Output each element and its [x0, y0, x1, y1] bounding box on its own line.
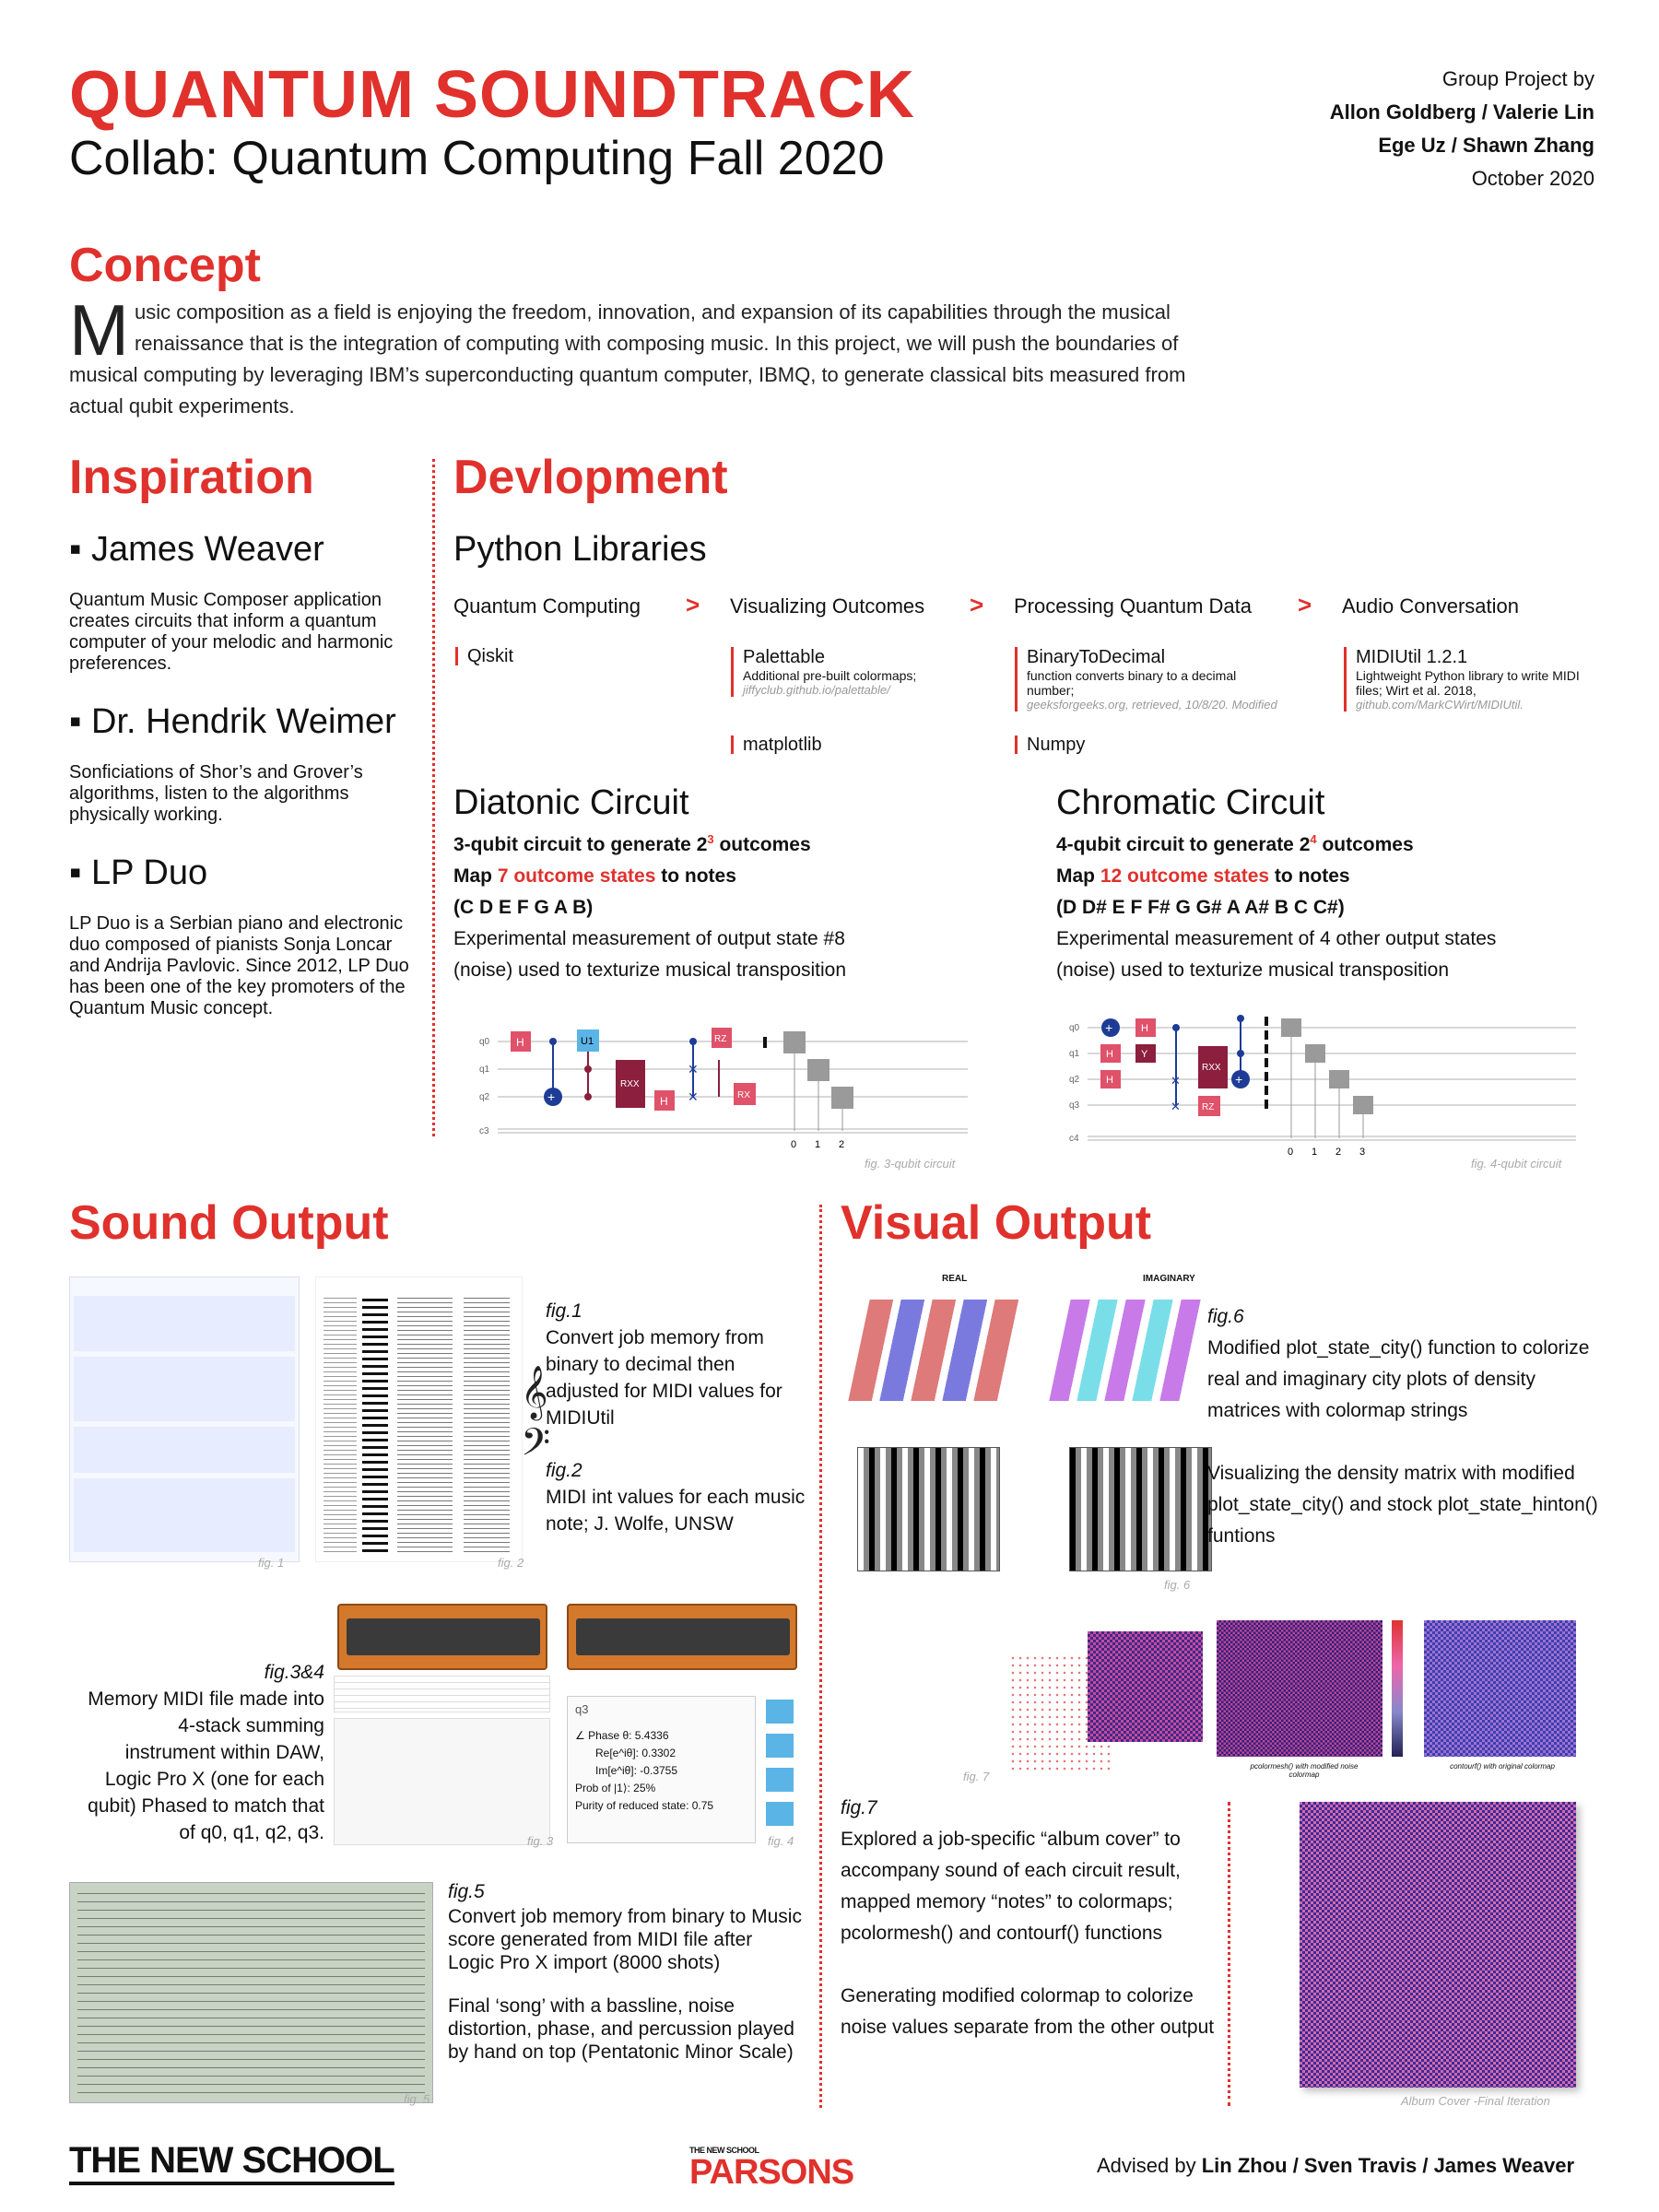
poster-title: QUANTUM SOUNDTRACK	[69, 58, 915, 132]
svg-text:+: +	[1235, 1072, 1243, 1087]
fig5-label: fig.5	[448, 1881, 485, 1902]
svg-text:c4: c4	[1069, 1134, 1079, 1144]
lib-numpy	[1015, 735, 1085, 754]
inspiration-name: ▪ Dr. Hendrik Weimer	[69, 702, 396, 741]
lib-palettable-desc: Additional pre-built colormaps;	[743, 668, 917, 683]
stage-visualizing-outcomes: Visualizing Outcomes	[730, 594, 925, 618]
svg-text:q0: q0	[479, 1037, 490, 1047]
divider-vertical-1	[432, 459, 435, 1136]
pcolormesh-caption: pcolormesh() with modified noise colormap	[1250, 1762, 1359, 1779]
fig2-caption: fig. 2	[498, 1556, 524, 1570]
fig3-caption: fig. 3	[527, 1834, 554, 1848]
q3-phase: ∠ Phase θ: 5.4336	[575, 1729, 669, 1742]
inspiration-item	[69, 530, 424, 675]
colorbar	[1392, 1620, 1403, 1757]
album-cover-caption: Album Cover -Final Iteration	[1401, 2094, 1550, 2108]
diatonic-line-5: (noise) used to texturize musical transposition	[453, 959, 847, 981]
fig3-daw-image	[334, 1604, 550, 1845]
chevron-right-icon: >	[1298, 591, 1312, 618]
lib-palettable-src: jiffyclub.github.io/palettable/	[743, 683, 890, 697]
credits-block	[1330, 63, 1594, 195]
svg-text:✕: ✕	[688, 1089, 699, 1104]
fig5-score-image	[69, 1882, 433, 2103]
parsons-logo-word: PARSONS	[689, 2153, 854, 2192]
inspiration-desc: Quantum Music Composer application creates circuits that inform a quantum computer of your melodic and harmonic preferences.	[69, 590, 394, 674]
fig7-text-2: Generating modified colormap to colorize noise values separate from the other output	[841, 1985, 1215, 2038]
svg-text:RZ: RZ	[714, 1034, 727, 1044]
svg-text:✕: ✕	[1171, 1100, 1181, 1113]
fig34-desc-block	[83, 1659, 324, 1846]
inspiration-name: ▪ James Weaver	[69, 530, 324, 569]
fig2-text: MIDI int values for each music note; J. Wolfe, UNSW	[546, 1487, 806, 1535]
lib-palettable-label: Palettable	[743, 647, 825, 667]
piano-keys	[362, 1294, 388, 1552]
hinton-plot-1	[857, 1447, 1000, 1571]
chromatic-circuit-diagram	[1060, 1009, 1576, 1166]
inspiration-heading: Inspiration	[69, 451, 314, 504]
frequency-column	[397, 1294, 453, 1552]
inspiration-name: ▪ LP Duo	[69, 853, 208, 892]
diatonic-notes: (C D E F G A B)	[453, 897, 594, 918]
inspiration-list	[69, 530, 424, 1019]
diatonic-caption: fig. 3-qubit circuit	[865, 1157, 956, 1171]
lib-midiutil	[1344, 647, 1593, 712]
chromatic-line-2: Map 12 outcome states to notes	[1056, 865, 1350, 887]
fig2-label: fig.2	[546, 1460, 582, 1481]
parsons-logo	[689, 2146, 853, 2190]
colormap-overlay-image	[1088, 1631, 1203, 1742]
contourf-caption: contourf() with original colormap	[1450, 1762, 1555, 1771]
fig1-label: fig.1	[546, 1300, 582, 1322]
svg-text:q0: q0	[1069, 1023, 1080, 1033]
lib-midiutil-desc: Lightweight Python library to write MIDI files; Wirt et al. 2018,	[1356, 668, 1580, 698]
city-plot-imaginary	[1051, 1263, 1203, 1419]
date: October 2020	[1471, 167, 1594, 190]
advisors-names: Lin Zhou / Sven Travis / James Weaver	[1201, 2154, 1575, 2177]
svg-text:H: H	[1106, 1049, 1113, 1060]
lib-matplotlib-label: matplotlib	[743, 735, 822, 755]
stage-row	[453, 591, 1596, 626]
city-plot-real	[841, 1263, 1034, 1419]
chromatic-line-5: (noise) used to texturize musical transposition	[1056, 959, 1450, 981]
visual-output-heading: Visual Output	[841, 1196, 1152, 1250]
svg-text:2: 2	[839, 1139, 845, 1150]
daw-mixer-table	[334, 1676, 550, 1712]
svg-text:✕: ✕	[1171, 1074, 1181, 1088]
svg-text:+: +	[547, 1089, 556, 1104]
fig5-caption: fig. 5	[404, 2092, 430, 2106]
fig34-label: fig.3&4	[264, 1662, 324, 1683]
svg-text:q2: q2	[1069, 1075, 1080, 1085]
stage-quantum-computing: Quantum Computing	[453, 594, 641, 618]
svg-text:RXX: RXX	[1202, 1063, 1221, 1073]
fig7-desc-block	[841, 1793, 1228, 2043]
poster-subtitle: Collab: Quantum Computing Fall 2020	[69, 132, 885, 185]
fig6-text: Modified plot_state_city() function to colorize real and imaginary city plots of density matrices with colormap strings	[1207, 1337, 1590, 1421]
authors-line-2: Ege Uz / Shawn Zhang	[1378, 134, 1594, 157]
svg-text:H: H	[1141, 1023, 1148, 1034]
fig6-caption: fig. 6	[1164, 1578, 1191, 1592]
q3-prob: Prob of |1⟩: 25%	[575, 1782, 656, 1794]
fig1-code-image	[69, 1277, 300, 1562]
svg-text:RZ: RZ	[1202, 1102, 1215, 1112]
svg-text:1: 1	[1312, 1147, 1318, 1158]
album-cover-image	[1300, 1802, 1576, 2088]
diatonic-line-4: Experimental measurement of output state #8	[453, 928, 845, 949]
period-column	[464, 1294, 510, 1552]
svg-text:✕: ✕	[688, 1062, 699, 1077]
svg-text:q2: q2	[479, 1092, 490, 1102]
lib-numpy-label: Numpy	[1027, 735, 1086, 755]
concept-dropcap: M	[69, 289, 129, 371]
fig1-caption: fig. 1	[258, 1556, 285, 1570]
svg-text:RXX: RXX	[620, 1079, 640, 1089]
q3-re: Re[e^iθ]: 0.3302	[595, 1747, 677, 1759]
phase-dials	[766, 1696, 794, 1834]
contourf-image	[1424, 1620, 1576, 1757]
svg-text:H: H	[516, 1036, 524, 1049]
qubit-phase-panels	[334, 1718, 550, 1845]
city-imag-label: IMAGINARY	[1143, 1274, 1195, 1284]
sound-output-heading: Sound Output	[69, 1196, 389, 1250]
chevron-right-icon: >	[686, 591, 700, 618]
chromatic-heading: Chromatic Circuit	[1056, 783, 1325, 822]
advised-label: Advised by	[1097, 2154, 1202, 2177]
final-song-text: Final ‘song’ with a bassline, noise distortion, phase, and percussion played by hand on top (Pentatonic Minor Scale)	[448, 1995, 794, 2063]
inspiration-desc: Sonficiations of Shor’s and Grover’s algorithms, listen to the algorithms physically working.	[69, 762, 363, 825]
lib-midiutil-label: MIDIUtil 1.2.1	[1356, 647, 1468, 667]
fig2-midi-table-image	[315, 1277, 523, 1562]
diatonic-block	[453, 782, 970, 986]
diatonic-heading: Diatonic Circuit	[453, 783, 689, 822]
fig4-caption: fig. 4	[768, 1834, 794, 1848]
fig7-label: fig.7	[841, 1797, 877, 1818]
diatonic-line-2: Map 7 outcome states to notes	[453, 865, 736, 887]
svg-text:Y: Y	[1141, 1049, 1148, 1060]
q3-purity: Purity of reduced state: 0.75	[575, 1799, 714, 1812]
chromatic-block	[1056, 782, 1609, 986]
concept-heading: Concept	[69, 239, 261, 292]
q3-label: q3	[575, 1702, 589, 1716]
concept-text	[69, 289, 1189, 422]
svg-text:2: 2	[1335, 1147, 1342, 1158]
pcolormesh-image	[1217, 1620, 1382, 1757]
fig6-desc-block	[1207, 1301, 1604, 1552]
inspiration-desc: LP Duo is a Serbian piano and electronic duo composed of pianists Sonja Loncar and Andrija Pavlovic. Since 2012, LP Duo has been one of the key promoters of the Quantum Music concept.	[69, 913, 409, 1018]
fig1-desc-block	[546, 1298, 813, 1537]
the-new-school-logo: THE NEW SCHOOL	[69, 2140, 394, 2185]
group-label: Group Project by	[1441, 67, 1594, 90]
stage-audio-conversation: Audio Conversation	[1342, 594, 1520, 618]
development-heading: Devlopment	[453, 451, 728, 504]
fig34-text: Memory MIDI file made into 4-stack summing instrument within DAW, Logic Pro X (one for each qubit) Phased to match that of q0, q1, q2, q3.	[88, 1688, 324, 1843]
advisors-line	[1097, 2154, 1574, 2178]
diatonic-line-1: 3-qubit circuit to generate $2^3$ outcomes	[453, 832, 811, 855]
lib-b2d-label: BinaryToDecimal	[1027, 647, 1166, 667]
authors-line-1: Allon Goldberg / Valerie Lin	[1329, 100, 1594, 124]
svg-text:U1: U1	[581, 1036, 594, 1047]
fig7-text: Explored a job-specific “album cover” to accompany sound of each circuit result, mapped memory “notes” to colormaps; pcolormesh() and contourf() functions	[841, 1829, 1181, 1944]
svg-text:q1: q1	[1069, 1049, 1080, 1059]
lib-palettable	[731, 647, 971, 697]
svg-text:q1: q1	[479, 1065, 490, 1075]
inspiration-item	[69, 702, 424, 826]
parsons-logo-top: THE NEW SCHOOL	[689, 2146, 759, 2155]
hinton-plot-2	[1069, 1447, 1212, 1571]
treble-clef-icon: 𝄞 𝄢	[521, 1366, 551, 1473]
svg-text:H: H	[660, 1095, 668, 1108]
lib-matplotlib	[731, 735, 822, 754]
svg-text:+: +	[1105, 1020, 1113, 1035]
svg-text:1: 1	[815, 1139, 821, 1150]
synth-panel	[337, 1604, 547, 1670]
svg-text:3: 3	[1359, 1147, 1366, 1158]
libraries-heading: Python Libraries	[453, 530, 707, 569]
stage-processing-quantum-data: Processing Quantum Data	[1014, 594, 1253, 618]
chromatic-line-4: Experimental measurement of 4 other output states	[1056, 928, 1497, 949]
lib-binarytodecimal	[1015, 647, 1282, 712]
lib-midiutil-src: github.com/MarkCWirt/MIDIUtil.	[1356, 698, 1524, 712]
svg-text:0: 0	[1288, 1147, 1294, 1158]
midi-number-column	[324, 1294, 357, 1552]
city-real-label: REAL	[942, 1274, 968, 1284]
chromatic-notes: (D D# E F F# G G# A A# B C C#)	[1056, 897, 1345, 918]
fig1-text: Convert job memory from binary to decimal then adjusted for MIDI values for MIDIUtil	[546, 1327, 782, 1429]
svg-text:RX: RX	[737, 1090, 750, 1100]
q3-im: Im[e^iθ]: -0.3755	[595, 1764, 678, 1777]
divider-vertical-2	[819, 1205, 822, 2108]
inspiration-item	[69, 853, 424, 1019]
fig5-desc-block	[448, 1878, 803, 2064]
chromatic-line-1: 4-qubit circuit to generate $2^4$ outcomes	[1056, 832, 1414, 855]
fig6-label: fig.6	[1207, 1306, 1244, 1327]
diatonic-circuit-diagram	[470, 1009, 968, 1166]
fig7-caption: fig. 7	[963, 1770, 990, 1783]
fig5-text: Convert job memory from binary to Music score generated from MIDI file after Logic Pro X import (8000 shots)	[448, 1906, 802, 1973]
svg-text:q3: q3	[1069, 1100, 1080, 1111]
synth-panel-2	[567, 1604, 797, 1670]
chevron-right-icon: >	[970, 591, 984, 618]
svg-text:c3: c3	[479, 1126, 489, 1136]
concept-paragraph: usic composition as a field is enjoying the freedom, innovation, and expansion of its capabilities through the musical renaissance that is the integration of computing with composing music. In this project, we will push the boundaries of musical computing by leveraging IBM’s superconducting quantum computer, IBMQ, to generate classical bits measured from actual qubit experiments.	[69, 300, 1186, 418]
divider-vertical-3	[1228, 1802, 1230, 2106]
svg-text:0: 0	[791, 1139, 797, 1150]
chromatic-caption: fig. 4-qubit circuit	[1471, 1157, 1562, 1171]
lib-b2d-desc: function converts binary to a decimal number;	[1027, 668, 1237, 698]
lib-b2d-src: geeksforgeeks.org, retrieved, 10/8/20. Modified	[1027, 698, 1277, 712]
fig6-text-2: Visualizing the density matrix with modified plot_state_city() and stock plot_state_hinton() funtions	[1207, 1463, 1598, 1547]
lib-qiskit	[455, 647, 513, 665]
lib-qiskit-label: Qiskit	[467, 646, 513, 666]
q3-phase-card	[567, 1696, 756, 1843]
svg-text:H: H	[1106, 1075, 1113, 1086]
fig4-phase-image	[567, 1604, 797, 1845]
